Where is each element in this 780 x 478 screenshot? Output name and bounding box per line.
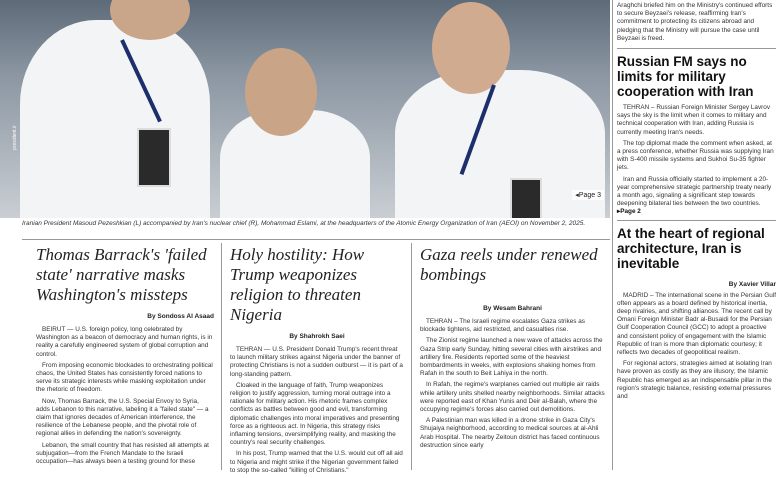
- column-divider-2: [411, 243, 412, 470]
- photo-credit: president.ir: [12, 125, 18, 150]
- photo-page-ref: ◂Page 3: [572, 190, 604, 200]
- article-trump-nigeria: [230, 245, 404, 478]
- article-body: [420, 318, 605, 450]
- article-headline: Holy hostility: How Trump weaponizes religion to threaten Nigeria: [230, 245, 365, 324]
- article-paragraph: Cloaked in the language of faith, Trump weaponizes religion to justify aggression, turning moral outrage into a rationale for military action. His rhetoric frames complex conflicts as battles between good and evil, transforming diplomatic challenges into moral imperatives and presenting force as a righteous act. In Nigeria, this strategy risks inflaming tensions, oversimplifying reality, and masking the country's real security challenges.: [230, 381, 400, 447]
- sidebar-story-russia: [617, 54, 776, 217]
- photo-page-ref-label: Page 3: [578, 192, 601, 199]
- sidebar-story-paragraph: [617, 176, 776, 217]
- sidebar-story-paragraph: TEHRAN – Russian Foreign Minister Sergey Lavrov says the sky is the limit when it comes to military and technical cooperation with Iran, adding Russia is currently meeting Iran's needs.: [617, 104, 771, 136]
- person-left-figure: [20, 20, 210, 218]
- article-paragraph: A Palestinian man was killed in a drone strike in Gaza City's Shujaiya neighborhood, according to medical sources at al-Ahli Arab Hospital. The nearby Zeitoun district has faced continuous destruction since early: [420, 417, 600, 449]
- article-byline: By Sondoss Al Asaad: [147, 313, 214, 320]
- article-body: [36, 326, 214, 466]
- sidebar-story-paragraph: MADRID – The international scene in the Persian Gulf often appears as a board defined by historical inertia, deep rivalries, and shifting alliances. The recent call by Omani Foreign Minister Badr al-Busaidi for the Persian Gulf Cooperation Council (GCC) to adopt a proactive and consistent policy of engagement with the Islamic Republic of Iran is more than diplomatic courtesy; it reflects two decades of geopolitical realism.: [617, 291, 776, 357]
- article-paragraph: Lebanon, the small country that has resisted all attempts at subjugation—from the French Mandate to the Israeli occupation—has always been a testing ground for these: [36, 441, 209, 466]
- sidebar-top-paragraph: Araghchi briefed him on the Ministry's continued efforts to secure Beyzaei's release, reaffirming Iran's commitment to protecting its citizens abroad and pledging that the Ministry will pursue the case until Beyzaei is freed.: [617, 2, 773, 42]
- sidebar-divider: [612, 0, 613, 470]
- article-byline: By Shahrokh Saei: [289, 333, 345, 340]
- article-barrack: [36, 245, 214, 469]
- article-paragraph: From imposing economic blockades to orchestrating political chaos, the United States has consistently forced nations to serve its strategic interests while masking exploitation under the rhetoric of freedom.: [36, 361, 213, 394]
- person-right-head: [432, 2, 510, 94]
- article-paragraph: In Rafah, the regime's warplanes carried out multiple air raids while artillery units shelled nearby neighborhoods. Similar attacks were reported east of Khan Yunis and Deir al-Balah, where the occupying regime's forces also carried out demolitions.: [420, 381, 605, 414]
- badge-right: [510, 178, 542, 218]
- sidebar: [617, 0, 776, 404]
- article-headline: Thomas Barrack's 'failed state' narrative masks Washington's missteps: [36, 245, 207, 304]
- article-paragraph: BEIRUT — U.S. foreign policy, long celebrated by Washington as a beacon of democracy and human rights, is in reality a carefully engineered system of global corruption and control.: [36, 326, 213, 358]
- sidebar-story-paragraph-text: Iran and Russia officially started to implement a 20-year comprehensive strategic partnership treaty nearly a month ago, signaling a significant step towards deepening bilateral ties between the two countries.: [617, 175, 772, 208]
- sidebar-story-headline: At the heart of regional architecture, Iran is inevitable: [617, 225, 765, 271]
- article-paragraph: The Zionist regime launched a new wave of attacks across the Gaza Strip early Sunday, hitting several cities with airstrikes and artillery fire. Residents reported some of the heaviest bombardments in weeks, with explosions shaking homes from Rafah in the south to Beit Lahiya in the north.: [420, 337, 603, 378]
- sidebar-story-byline: By Xavier Villar: [728, 280, 776, 288]
- caption-divider: [22, 239, 610, 240]
- article-paragraph: Now, Thomas Barrack, the U.S. Special Envoy to Syria, adds Lebanon to this narrative, labeling it a "failed state" — a claim that ignores decades of American interference, the resilience of the Lebanese people, and the pivotal role of regional allies in defending the nation's sovereignty.: [36, 397, 209, 438]
- sidebar-top-snippet: [617, 2, 776, 43]
- badge-left: [137, 128, 171, 187]
- article-paragraph: TEHRAN — U.S. President Donald Trump's recent threat to launch military strikes against Nigeria under the banner of protecting Christians is not a sudden outburst — it is part of a long-standing pattern.: [230, 346, 403, 378]
- sidebar-rule-1: [617, 48, 776, 49]
- sidebar-story-body: [617, 292, 776, 402]
- sidebar-story-body: [617, 104, 776, 217]
- photo-caption: Iranian President Masoud Pezeshkian (L) accompanied by Iran's nuclear chief (R), Mohammad Eslami, at the headquarters of the Atomic Energy Organization of Iran (AEOI) on November 2, 2025.: [22, 220, 586, 227]
- article-body: [230, 346, 404, 475]
- article-paragraph: TEHRAN – The Israeli regime escalates Gaza strikes as blockade tightens, aid restricted, and casualties rise.: [420, 318, 585, 334]
- article-headline: Gaza reels under renewed bombings: [420, 245, 598, 284]
- article-byline: By Wesam Bahrani: [483, 305, 542, 312]
- article-paragraph: In his post, Trump warned that the U.S. would cut off all aid to Nigeria and might strike if the Nigerian government failed to stop the so-called "killing of Christians.": [230, 450, 403, 474]
- news-photo: [0, 0, 610, 218]
- article-gaza: [420, 245, 605, 453]
- sidebar-story-paragraph: For regional actors, strategies aimed at isolating Iran have proven as costly as they are illusory; the Islamic Republic has emerged as an indispensable pillar in the region's strategic balance, resisting external pressures and: [617, 360, 772, 401]
- person-middle-head: [245, 48, 317, 136]
- sidebar-story-headline: Russian FM says no limits for military cooperation with Iran: [617, 54, 754, 100]
- sidebar-page-ref-label: Page 2: [620, 208, 641, 216]
- sidebar-story-iran: [617, 226, 776, 402]
- sidebar-story-paragraph: The top diplomat made the comment when asked, at a press conference, whether Russia was supplying Iran with S-400 missile systems and Sukhoi Su-35 fighter jets.: [617, 139, 774, 172]
- column-divider-1: [221, 243, 222, 470]
- sidebar-page-ref: ▸Page 2: [617, 208, 641, 216]
- sidebar-rule-2: [617, 220, 776, 221]
